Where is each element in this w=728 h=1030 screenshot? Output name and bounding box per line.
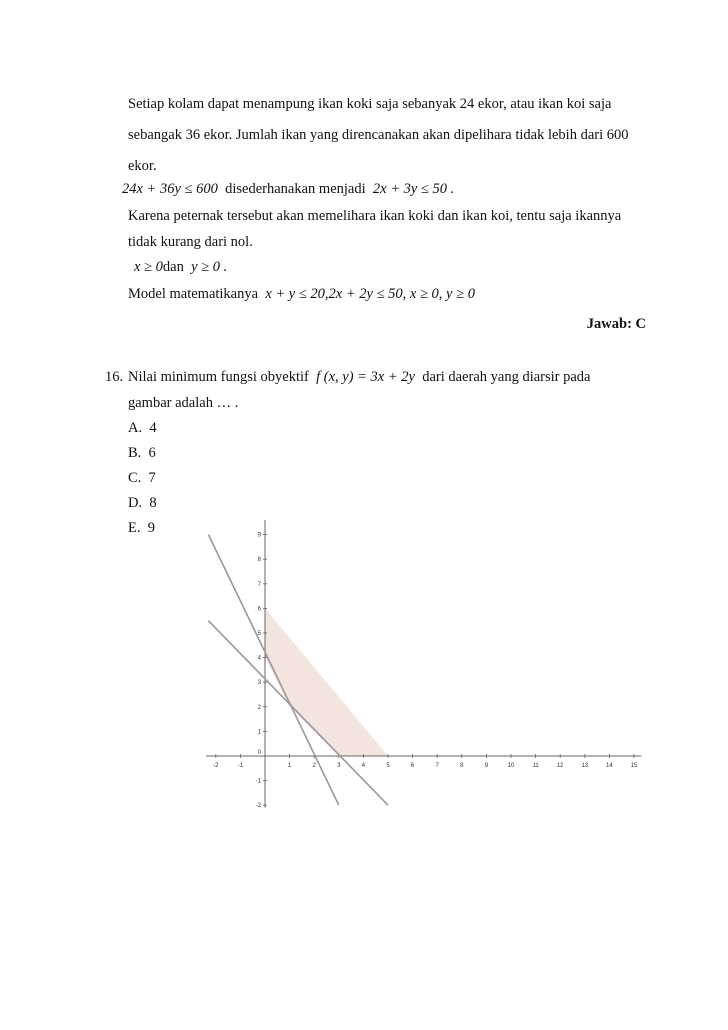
x-tick-label: 12 — [556, 763, 564, 769]
y-tick-label: 5 — [257, 631, 261, 637]
paragraph1-line1: Setiap kolam dapat menampung ikan koki saja sebanyak 24 ekor, atau ikan koi saja — [128, 96, 612, 112]
equation2-part2: y ≥ 0 . — [191, 259, 228, 275]
x-tick-label: 9 — [484, 763, 489, 769]
y-tick-label: 1 — [257, 729, 261, 736]
option-letter: C. — [128, 470, 142, 486]
x-tick-label: -1 — [237, 763, 244, 769]
x-tick-label: 5 — [386, 763, 390, 769]
y-tick-label: -2 — [255, 803, 261, 810]
model-label: Model matematikanya — [128, 286, 259, 302]
x-tick-label: 8 — [460, 763, 464, 769]
paragraph2-line2: tidak kurang dari nol. — [128, 234, 253, 250]
x-tick-label: 4 — [361, 763, 366, 769]
answer-label: Jawab: C — [586, 316, 646, 332]
question16-line2: gambar adalah … . — [128, 395, 239, 411]
y-tick-label: 9 — [257, 532, 261, 539]
x-tick-label: 7 — [435, 763, 439, 769]
x-tick-label: 10 — [507, 763, 515, 769]
x-tick-label: 11 — [532, 763, 539, 769]
x-tick-label: 6 — [410, 763, 415, 769]
y-tick-label: 6 — [257, 606, 261, 613]
x-tick-label: 13 — [581, 763, 589, 769]
option-letter: D. — [128, 495, 143, 511]
x-tick-label: 1 — [287, 763, 292, 769]
origin-label: 0 — [257, 750, 261, 756]
option-value: 6 — [148, 445, 156, 461]
y-tick-label: 4 — [257, 655, 261, 662]
equation2-part1: x ≥ 0 — [134, 259, 163, 275]
option-value: 7 — [148, 470, 156, 486]
equation1-connector: disederhanakan menjadi — [225, 181, 366, 197]
shaded-region — [265, 608, 388, 756]
y-tick-label: 7 — [257, 581, 261, 588]
option-letter: A. — [128, 420, 143, 436]
question16-text-after: dari daerah yang diarsir pada — [422, 369, 591, 385]
question16-text-before: Nilai minimum fungsi obyektif — [128, 369, 309, 385]
constraint-line-1 — [208, 532, 338, 806]
option-value: 9 — [147, 520, 155, 536]
equation2-connector: dan — [162, 259, 184, 275]
model-expression: x + y ≤ 20,2x + 2y ≤ 50, x ≥ 0, y ≥ 0 — [265, 286, 475, 302]
y-tick-label: 3 — [257, 680, 261, 687]
x-tick-label: -2 — [213, 763, 219, 769]
paragraph1-line2: sebangak 36 ekor. Jumlah ikan yang direncanakan akan dipelihara tidak lebih dari 600 — [128, 127, 629, 143]
paragraph1-line3: ekor. — [128, 158, 157, 174]
x-tick-label: 15 — [630, 763, 638, 769]
option-letter: B. — [128, 445, 142, 461]
x-tick-label: 2 — [312, 763, 316, 769]
paragraph2-line1: Karena peternak tersebut akan memelihara ikan koki dan ikan koi, tentu saja ikannya — [128, 208, 622, 224]
objective-function: f (x, y) = 3x + 2y — [316, 369, 415, 385]
y-tick-label: -1 — [255, 778, 261, 785]
x-tick-label: 14 — [606, 763, 613, 769]
equation1-rhs: 2x + 3y ≤ 50 . — [372, 181, 455, 197]
y-tick-label: 2 — [257, 704, 261, 711]
option-value: 8 — [149, 495, 157, 511]
question16-number: 16. — [105, 369, 124, 385]
option-letter: E. — [128, 520, 141, 536]
option-value: 4 — [149, 420, 157, 436]
equation1-lhs: 24x + 36y ≤ 600 — [122, 181, 218, 197]
y-tick-label: 8 — [257, 557, 261, 564]
x-tick-label: 3 — [337, 763, 341, 769]
